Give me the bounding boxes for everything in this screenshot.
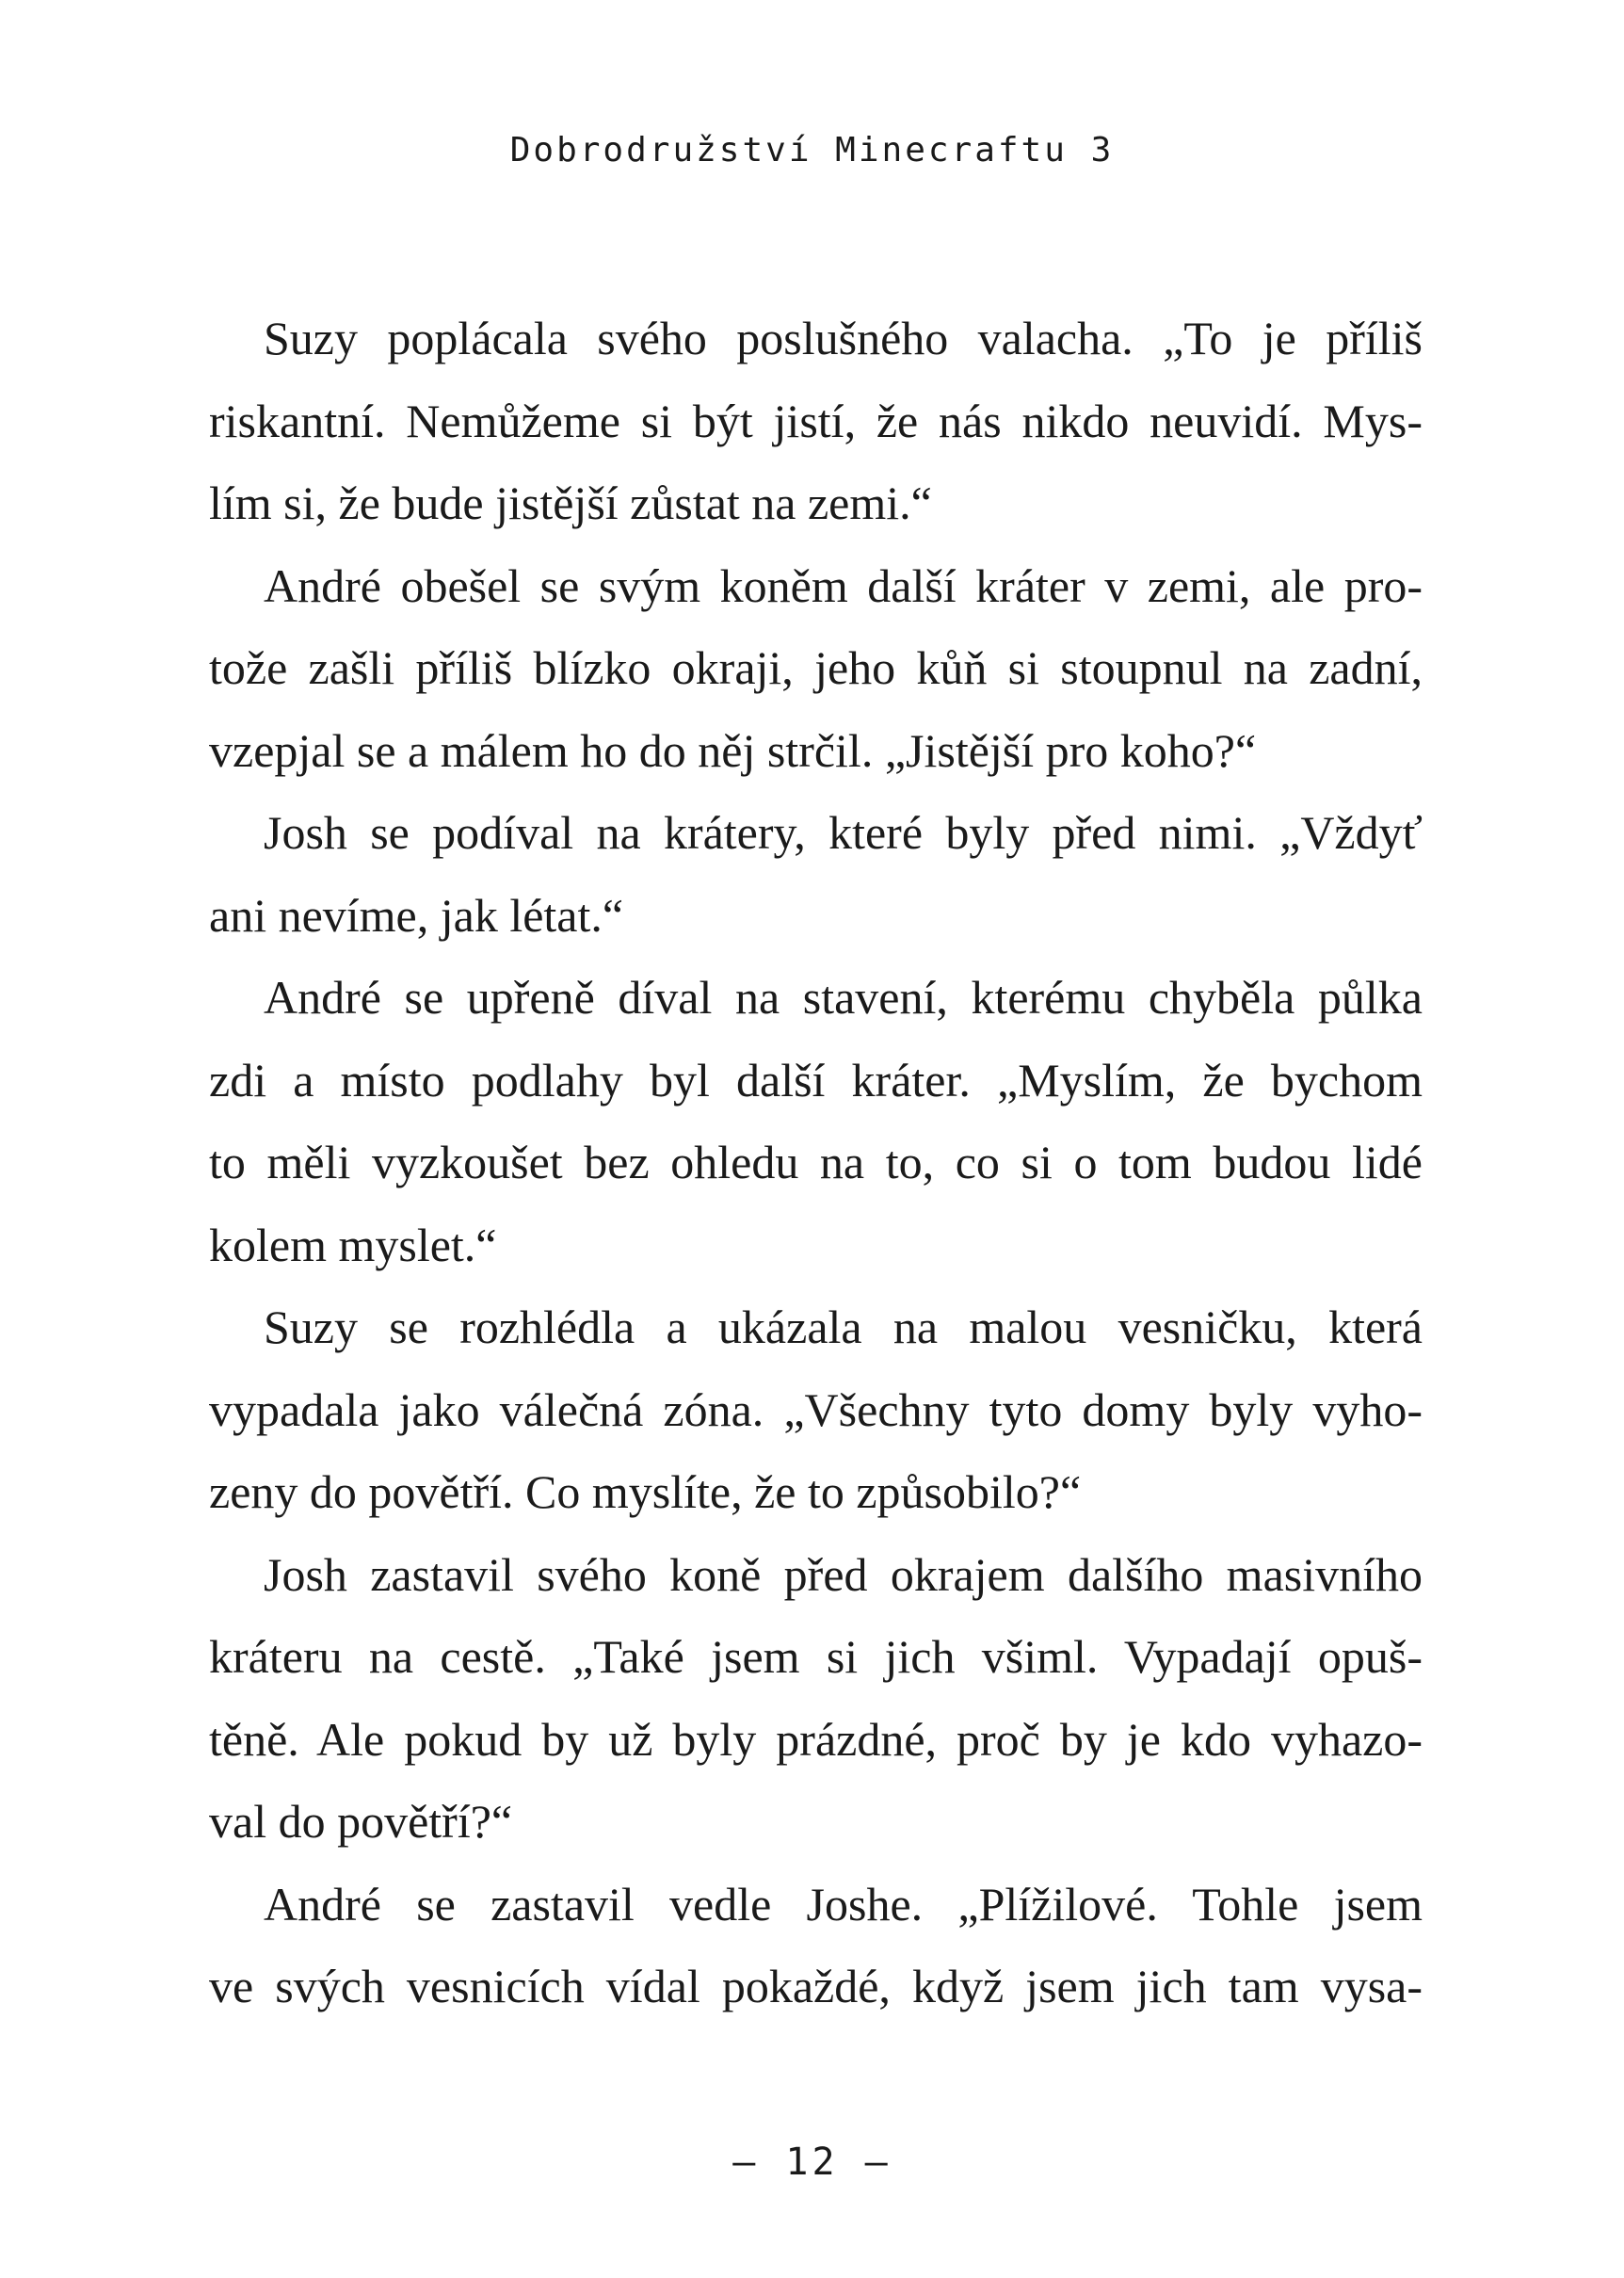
text-line: ve svých vesnicích vídal pokaždé, když jsem jich tam vysa- [209,1960,1423,2012]
text-line: André se upřeně díval na stavení, kterému chyběla půlka [264,971,1423,1024]
text-line: Josh se podíval na krátery, které byly před nimi. „Vždyť [264,806,1423,859]
running-head: Dobrodružství Minecraftu 3 [509,131,1115,170]
text-line: André se zastavil vedle Joshe. „Plížilové. Tohle jsem [264,1877,1423,1931]
text-line: Suzy se rozhlédla a ukázala na malou vesničku, která [264,1301,1423,1353]
text-line: vzepjal se a málem ho do něj strčil. „Jistější pro koho?“ [209,723,1257,777]
text-line: zdi a místo podlahy byl další kráter. „Myslím, že bychom [209,1053,1423,1107]
text-line: tože zašli příliš blízko okraji, jeho kůň si stoupnul na zadní, [209,641,1423,694]
text-line: ani nevíme, jak létat.“ [209,888,624,942]
text-line: Suzy poplácala svého poslušného valacha. „To je příliš [264,312,1423,364]
text-line: André obešel se svým koněm další kráter v zemi, ale pro- [264,558,1423,612]
text-line: lím si, že bude jistější zůstat na zemi.“ [209,477,932,529]
text-line: Josh zastavil svého koně před okrajem dalšího masivního [264,1547,1423,1601]
paragraph-2 [209,545,1423,793]
paragraph-6 [209,1534,1423,1864]
text-line: kolem myslet.“ [209,1218,497,1271]
paragraph-5 [209,1286,1423,1534]
text-line: val do povětří?“ [209,1795,513,1848]
text-line: vypadala jako válečná zóna. „Všechny tyto domy byly vyho- [209,1382,1423,1436]
text-line: riskantní. Nemůžeme si být jistí, že nás nikdo neuvidí. Mys- [209,394,1423,447]
text-line: těně. Ale pokud by už byly prázdné, proč by je kdo vyhazo- [209,1712,1423,1766]
paragraph-4 [209,957,1423,1286]
body-text [209,298,1423,2028]
paragraph-1 [209,298,1423,545]
page-number: – 12 – [732,2141,892,2184]
text-line: to měli vyzkoušet bez ohledu na to, co si o tom budou lidé [209,1136,1423,1188]
paragraph-3 [209,792,1423,957]
text-line: zeny do povětří. Co myslíte, že to způsobilo?“ [209,1465,1082,1518]
paragraph-7 [209,1864,1423,2028]
text-line: kráteru na cestě. „Také jsem si jich všiml. Vypadají opuš- [209,1630,1423,1683]
